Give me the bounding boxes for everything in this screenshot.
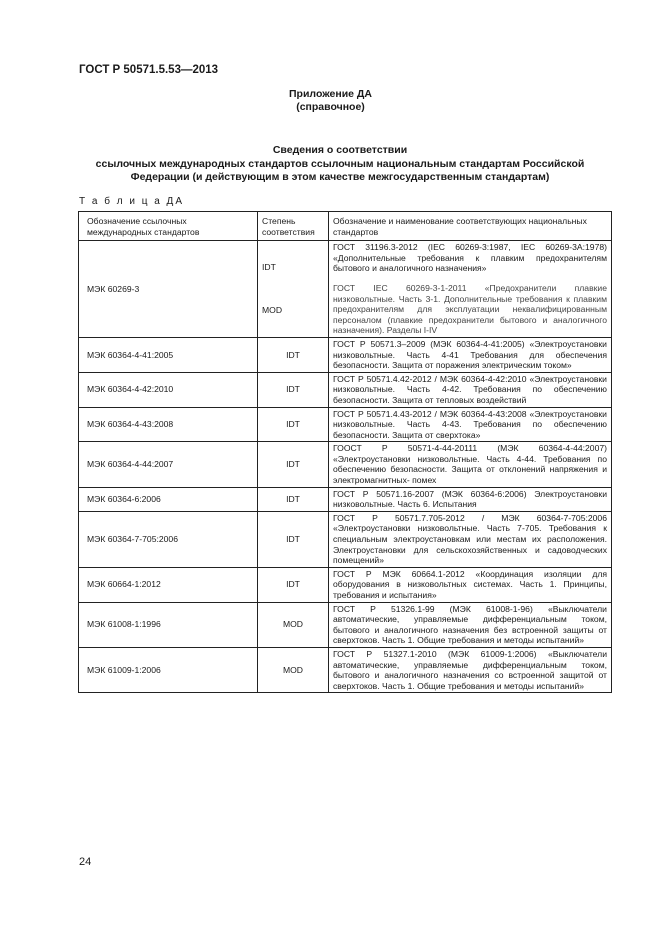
cell-national: ГОСТ Р 50571.4.43-2012 / МЭК 60364-4-43:2008 «Электроустановки низковольтные. Часть 4-43. Требования по обеспечению безопасности. Защита от сверхтока» <box>329 407 612 442</box>
cell-international: МЭК 60364-4-43:2008 <box>79 407 258 442</box>
annex-heading <box>0 88 661 114</box>
cell-national-1: ГОСТ 31196.3-2012 (IEC 60269-3:1987, IEC 60269-3A:1978) «Дополнительные требования к плавким предохранителям бытового и аналогичного назначения» <box>333 242 607 274</box>
table-row <box>79 487 612 511</box>
table-row <box>79 372 612 407</box>
cell-international: МЭК 61009-1:2006 <box>79 647 258 692</box>
table-row <box>79 337 612 372</box>
standards-table <box>78 211 612 693</box>
cell-international: МЭК 60364-4-42:2010 <box>79 372 258 407</box>
cell-national: ГОСТ Р 50571.4.42-2012 / МЭК 60364-4-42:2010 «Электроустановки низковольтные. Часть 4-42. Требования по обеспечению безопасности. Защита от тепловых воздействий <box>329 372 612 407</box>
header-national: Обозначение и наименование соответствующих национальных стандартов <box>329 212 612 241</box>
cell-national: ГОСТ Р 50571.7.705-2012 / МЭК 60364-7-705:2006 «Электроустановки низковольтные. Часть 7-705. Требования к специальным электроустановкам или местам их расположения. Электроустановки для сельскохозяйственных и садоводческих помещений» <box>329 511 612 567</box>
cell-degree: IDT <box>258 511 329 567</box>
cell-degree: IDT <box>258 567 329 602</box>
section-title <box>70 144 610 185</box>
cell-national <box>329 241 612 338</box>
cell-degree-1: IDT <box>262 262 276 273</box>
cell-degree: IDT <box>258 372 329 407</box>
cell-national: ГОСТ Р 51326.1-99 (МЭК 61008-1-96) «Выключатели автоматические, управляемые дифференциальным током, бытового и аналогичного назначения без встроенной защиты от сверхтоков. Часть 1. Общие требования и методы испытаний» <box>329 602 612 647</box>
cell-national: ГОСТ Р 51327.1-2010 (МЭК 61009-1:2006) «Выключатели автоматические, управляемые дифференциальным током, бытового и аналогичного назначения со встроенной защитой от сверхтоков. Часть 1. Общие требования и методы испытаний» <box>329 647 612 692</box>
page-number: 24 <box>79 856 92 868</box>
cell-international: МЭК 61008-1:1996 <box>79 602 258 647</box>
annex-title: Приложение ДА <box>289 88 372 100</box>
cell-international: МЭК 60664-1:2012 <box>79 567 258 602</box>
table-row <box>79 442 612 487</box>
cell-national: ГОСТ Р МЭК 60664.1-2012 «Координация изоляции для оборудования в низковольтных системах. Часть 1. Принципы, требования и испытания» <box>329 567 612 602</box>
cell-national: ГОСТ Р 50571.3–2009 (МЭК 60364-4-41:2005) «Электроустановки низковольтные. Часть 4-41 Требования для обеспечения безопасности. Защита от поражения электрическим током» <box>329 337 612 372</box>
cell-degree-2: MOD <box>262 305 283 316</box>
table-row <box>79 407 612 442</box>
cell-international: МЭК 60364-4-44:2007 <box>79 442 258 487</box>
cell-degree: IDT <box>258 487 329 511</box>
cell-degree: IDT <box>258 407 329 442</box>
cell-degree: MOD <box>258 602 329 647</box>
cell-degree: IDT <box>258 442 329 487</box>
header-international: Обозначение ссылочных международных стандартов <box>79 212 258 241</box>
cell-international: МЭК 60364-7-705:2006 <box>79 511 258 567</box>
cell-degree: MOD <box>258 647 329 692</box>
annex-subtitle: (справочное) <box>296 101 365 113</box>
table-row <box>79 647 612 692</box>
document-code-header: ГОСТ Р 50571.5.53—2013 <box>79 64 219 76</box>
cell-degree: IDT <box>258 337 329 372</box>
cell-international: МЭК 60364-6:2006 <box>79 487 258 511</box>
table-header-row <box>79 212 612 241</box>
cell-national: ГОСТ Р 50571.16-2007 (МЭК 60364-6:2006) Электроустановки низковольтные. Часть 6. Испытания <box>329 487 612 511</box>
table-row <box>79 241 612 338</box>
table-caption: Т а б л и ц а ДА <box>79 196 184 207</box>
cell-degree <box>258 241 329 338</box>
section-title-line-2: ссылочных международных стандартов ссылочным национальным стандартам Российской Федерации (и действующим в этом качестве межгосударственным стандартам) <box>95 157 585 183</box>
section-title-line-1: Сведения о соответствии <box>272 144 408 156</box>
cell-international: МЭК 60269-3 <box>79 241 258 338</box>
cell-international: МЭК 60364-4-41:2005 <box>79 337 258 372</box>
table-row <box>79 511 612 567</box>
cell-national-2: ГОСТ IEC 60269-3-1-2011 «Предохранители плавкие низковольтные. Часть 3-1. Дополнительные требования к плавким предохранителям для эксплуатации неквалифицированным персоналом (плавкие предохранители бытового и аналогичного назначения). Разделы I-IV <box>333 282 607 336</box>
table-row <box>79 602 612 647</box>
header-degree: Степень соответствия <box>258 212 329 241</box>
cell-national: ГООСТ Р 50571-4-44-20111 (МЭК 60364-4-44:2007) «Электроустановки низковольтные. Часть 4-44. Требования по обеспечению безопасности. Защита от отклонений напряжения и электромагнитных- помех <box>329 442 612 487</box>
table-row <box>79 567 612 602</box>
